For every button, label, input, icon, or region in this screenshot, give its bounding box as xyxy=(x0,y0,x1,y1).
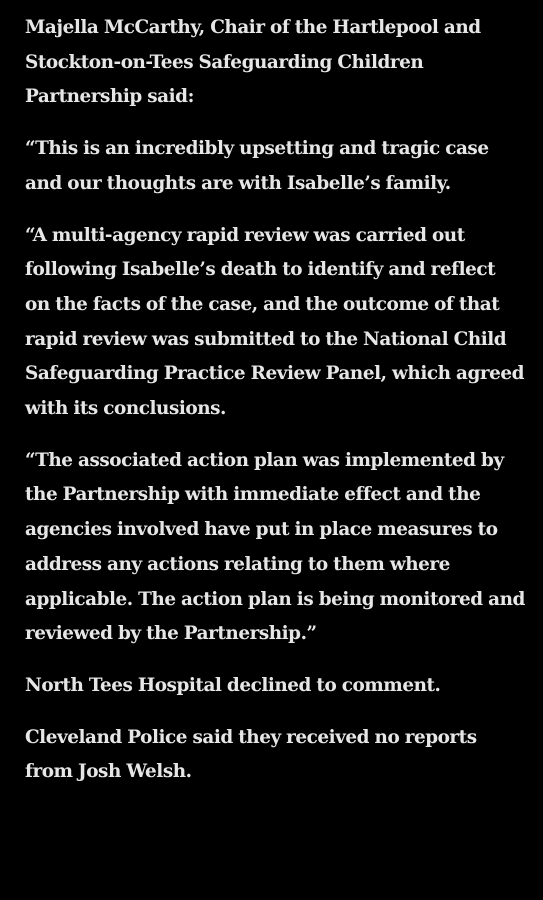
paragraph-hospital-statement: North Tees Hospital declined to comment. xyxy=(25,674,441,696)
paragraph-police-statement: Cleveland Police said they received no reports from Josh Welsh. xyxy=(25,726,477,783)
paragraph-quote-rapid-review: “A multi-agency rapid review was carried out following Isabelle’s death to identify and reflect on the facts of the case, and the outcome of that rapid review was submitted to the National Child Safeguarding Practice Review Panel, which agreed with its conclusions. xyxy=(25,224,525,420)
paragraph-chair-intro: Majella McCarthy, Chair of the Hartlepool and Stockton-on-Tees Safeguarding Children Partnership said: xyxy=(25,17,481,108)
paragraph-quote-action-plan: “The associated action plan was implemented by the Partnership with immediate effect and the agencies involved have put in place measures to address any actions relating to them where applicable. The action plan is being monitored and reviewed by the Partnership.” xyxy=(25,449,525,645)
paragraph-quote-upsetting-case: “This is an incredibly upsetting and tragic case and our thoughts are with Isabelle’s family. xyxy=(25,138,489,194)
